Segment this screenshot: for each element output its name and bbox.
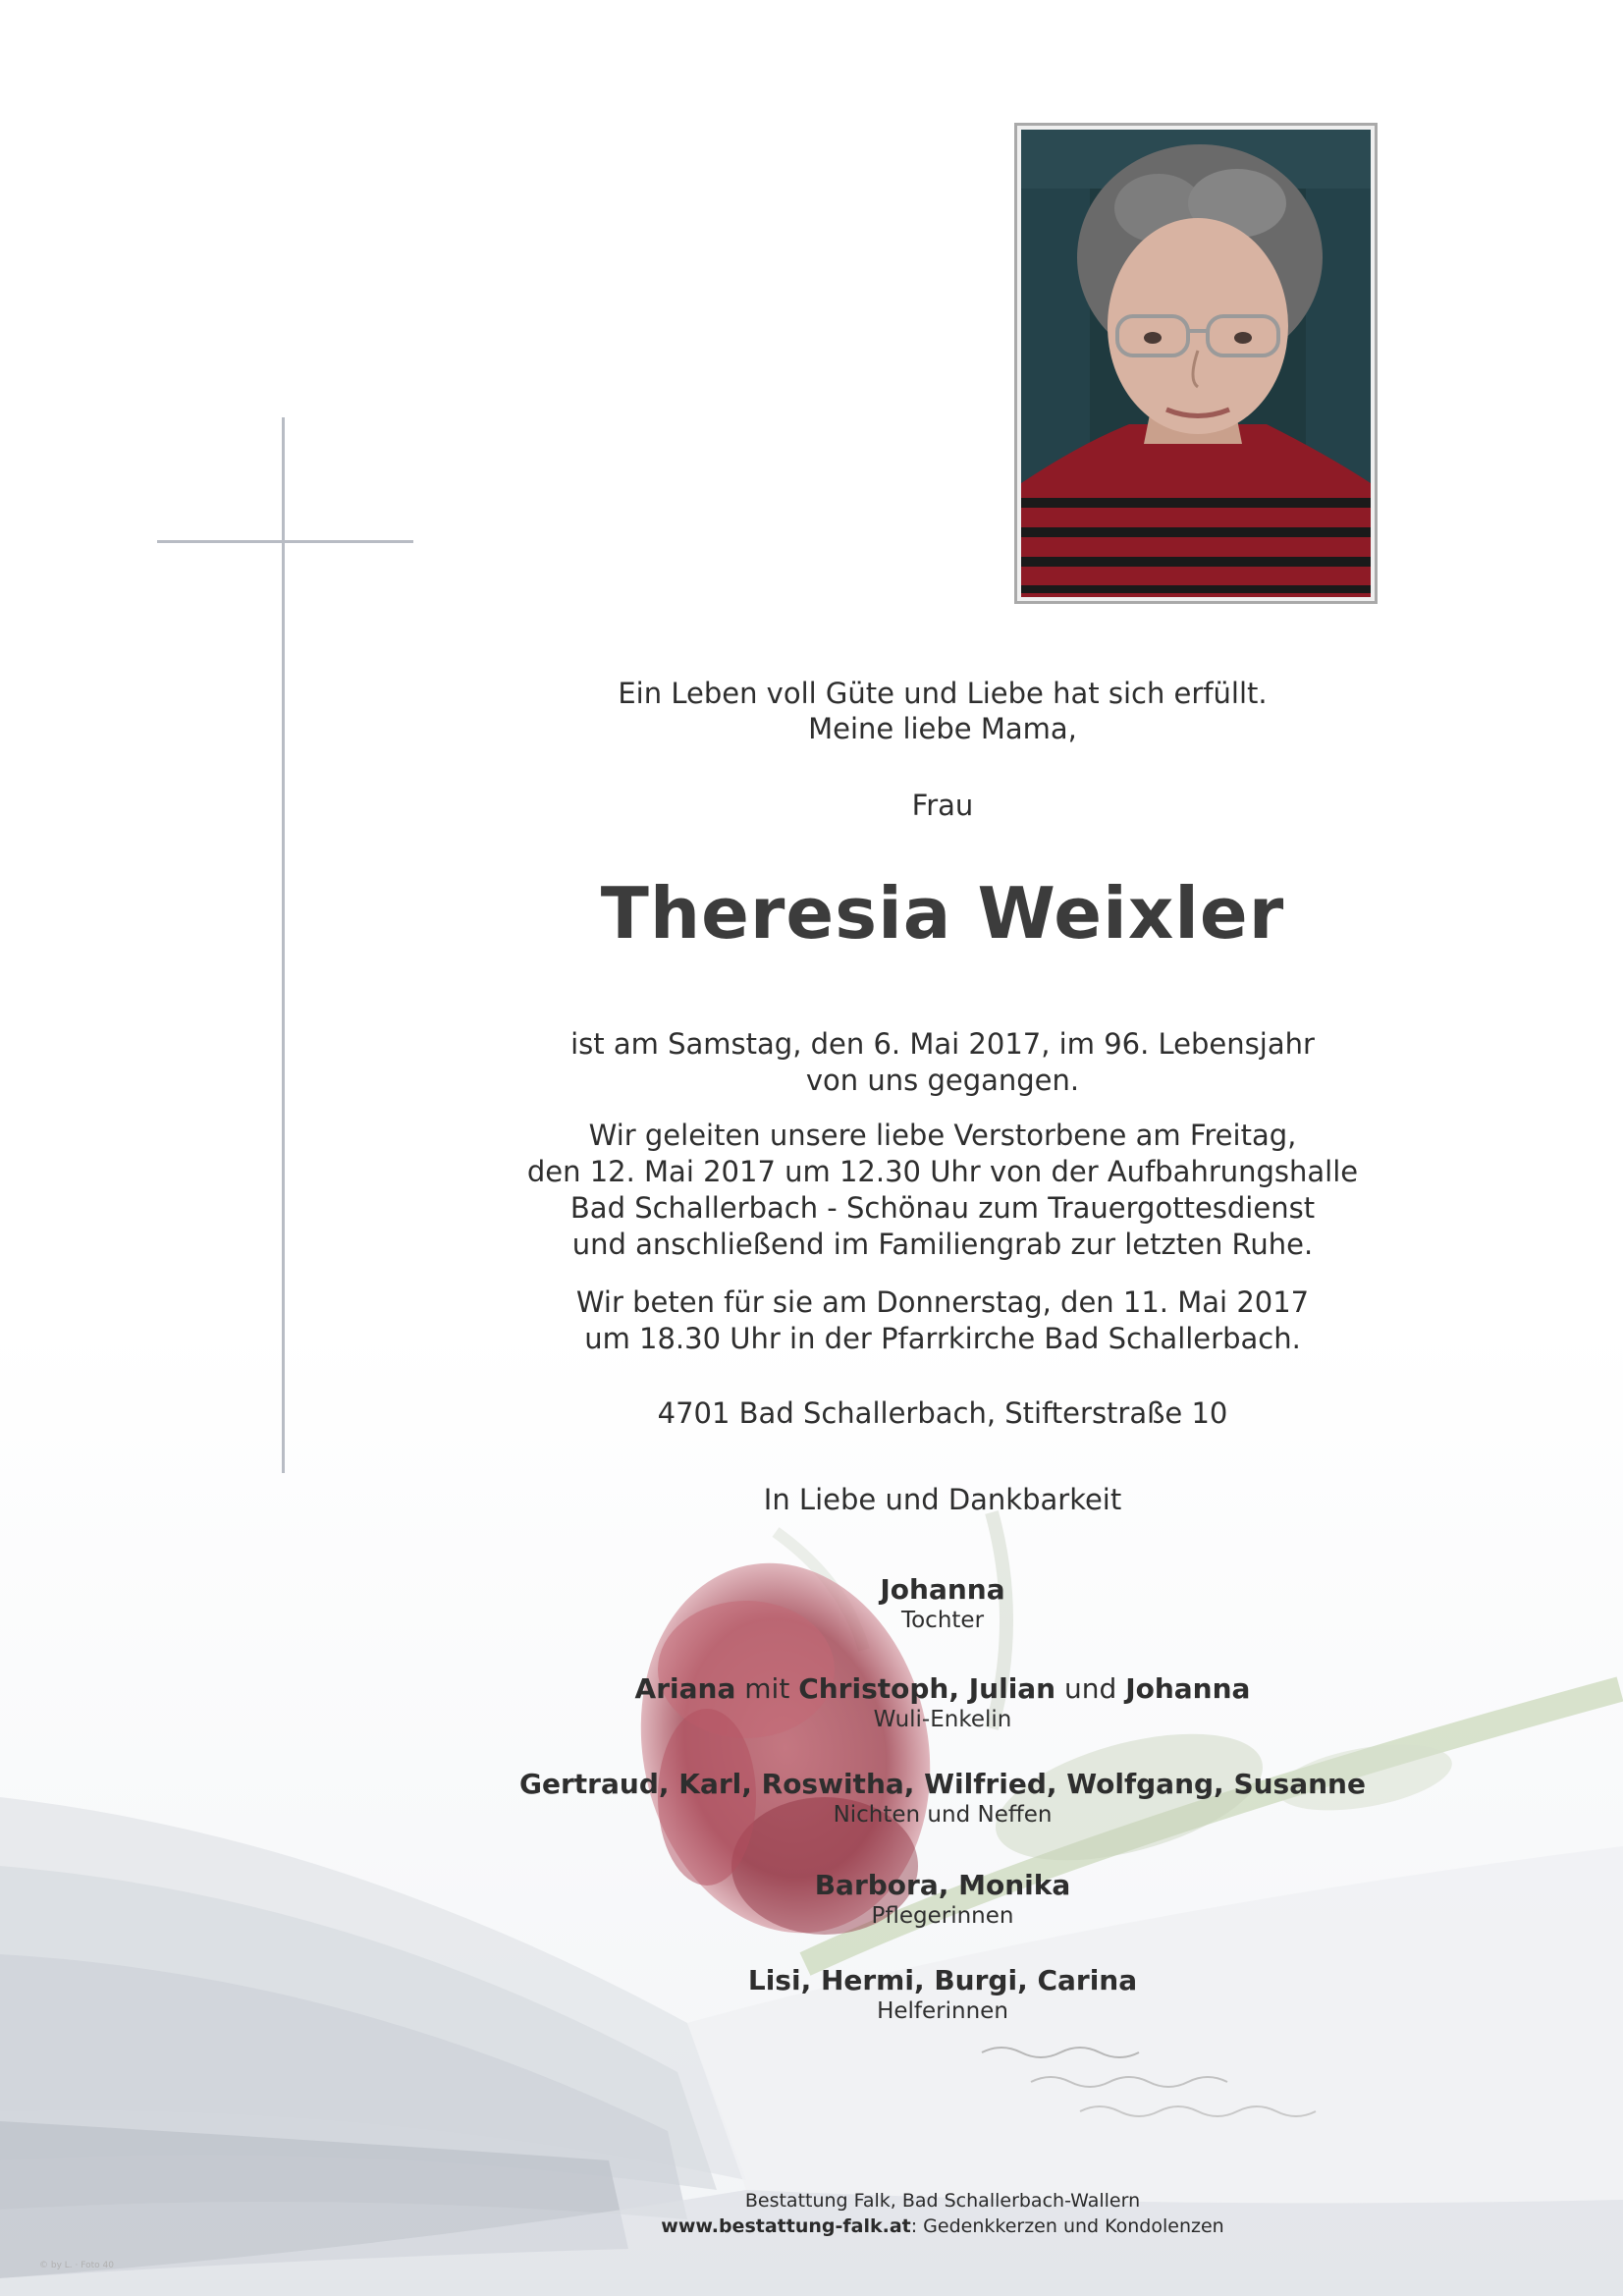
funeral-line-1: Wir geleiten unsere liebe Verstorbene am Freitag, [588,1119,1297,1152]
funeral-line-2: den 12. Mai 2017 um 12.30 Uhr von der Aufbahrungshalle [526,1155,1359,1188]
portrait-photo [1014,123,1378,604]
cross-horizontal-bar [157,540,413,543]
undertaker-web-note: : Gedenkkerzen und Kondolenzen [910,2215,1224,2237]
mourner-name-ariana: Ariana [634,1672,736,1705]
mourner-group [452,1964,1434,2025]
mourner-names [452,1672,1434,1706]
undertaker-website-link[interactable]: www.bestattung-falk.at [661,2215,911,2237]
mourner-group [452,1869,1434,1930]
undertaker-web-line [452,2214,1434,2239]
death-notice-line-2: von uns gegangen. [805,1064,1080,1097]
mourner-join-mit: mit [735,1672,799,1705]
deceased-name: Theresia Weixler [600,872,1285,955]
death-notice-line-1: ist am Samstag, den 6. Mai 2017, im 96. Lebensjahr [570,1027,1315,1061]
intro-line-2: Meine liebe Mama, [808,712,1077,745]
mourner-relation: Tochter [900,1608,985,1633]
funeral-line-4: und anschließend im Familiengrab zur letzten Ruhe. [571,1228,1314,1261]
mourner-name-johanna: Johanna [1125,1672,1251,1705]
title-prefix: Frau [911,789,974,822]
mourner-relation: Nichten und Neffen [833,1802,1053,1828]
portrait-image [1021,130,1371,597]
gratitude-line: In Liebe und Dankbarkeit [763,1483,1122,1516]
mourner-group [452,1768,1434,1829]
mourner-names: Johanna [880,1573,1005,1606]
cross-vertical-bar [282,417,285,1473]
mourner-names: Lisi, Hermi, Burgi, Carina [747,1964,1138,1996]
mourner-name-christoph-julian: Christoph, Julian [798,1672,1056,1705]
intro-line-1: Ein Leben voll Güte und Liebe hat sich erfüllt. [618,677,1268,710]
mourner-names: Barbora, Monika [814,1869,1071,1901]
mourner-names: Gertraud, Karl, Roswitha, Wilfried, Wolfgang, Susanne [519,1768,1366,1800]
mourner-join-und: und [1055,1672,1126,1705]
prayer-details [452,1285,1434,1357]
funeral-details [452,1118,1434,1263]
prayer-line-2: um 18.30 Uhr in der Pfarrkirche Bad Schallerbach. [584,1322,1301,1355]
copyright-mark: © by L. · Foto 40 [39,2261,114,2270]
intro-text [452,676,1434,746]
prayer-line-1: Wir beten für sie am Donnerstag, den 11. Mai 2017 [575,1285,1310,1319]
mourner-relation: Wuli-Enkelin [873,1707,1012,1732]
undertaker-footer [452,2188,1434,2239]
death-notice [452,1026,1434,1099]
mourner-relation: Helferinnen [877,1998,1008,2024]
undertaker-name: Bestattung Falk, Bad Schallerbach-Wallern [744,2190,1141,2212]
mourner-group [452,1573,1434,1634]
mourner-group [452,1672,1434,1733]
funeral-line-3: Bad Schallerbach - Schönau zum Trauergottesdienst [569,1191,1316,1225]
address: 4701 Bad Schallerbach, Stifterstraße 10 [657,1396,1228,1430]
mourner-relation: Pflegerinnen [871,1903,1014,1929]
